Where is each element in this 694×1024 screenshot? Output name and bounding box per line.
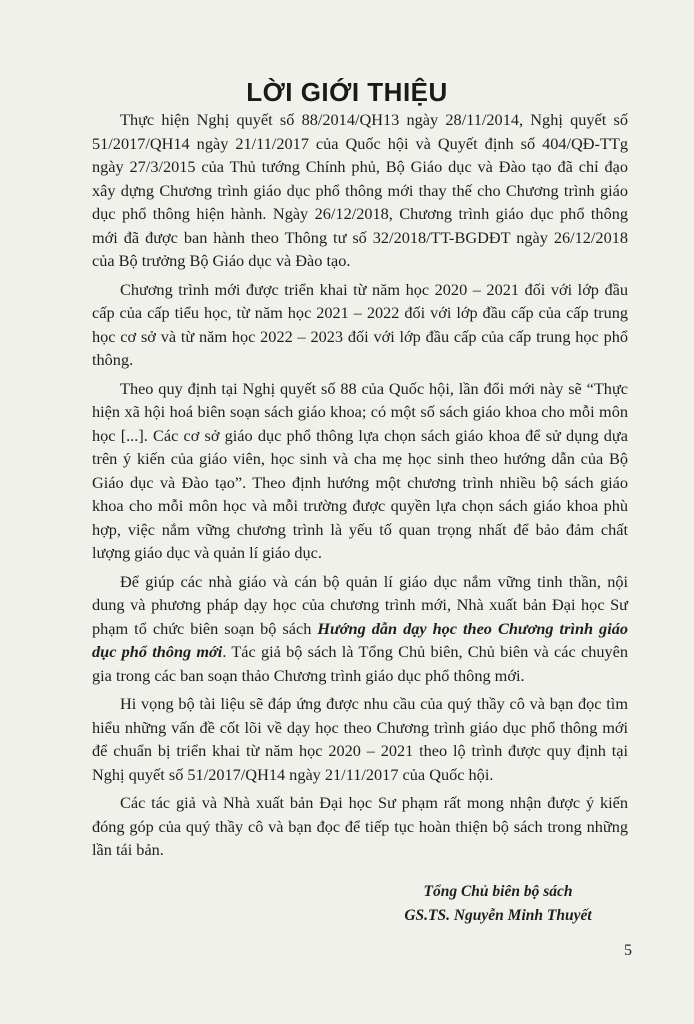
paragraph-3: Theo quy định tại Nghị quyết số 88 của Quốc hội, lần đổi mới này sẽ “Thực hiện xã hội hoá biên soạn sách giáo khoa; có một số sách giáo khoa cho mỗi môn học [...]. Các cơ sở giáo dục phổ thông lựa chọn sách giáo khoa để sử dụng dựa trên ý kiến của giáo viên, học sinh và cha mẹ học sinh theo hướng dẫn của Bộ Giáo dục và Đào tạo”. Theo định hướng một chương trình nhiều bộ sách giáo khoa cho mỗi môn học và mỗi trường được quyền lựa chọn sách giáo khoa phù hợp, việc nắm vững chương trình là yếu tố quan trọng nhất để bảo đảm chất lượng giáo dục và quản lí giáo dục. [92, 378, 628, 562]
book-series-title: Hướng dẫn dạy học theo Chương trình giáo dục phổ thông mới [92, 618, 628, 661]
signature-role: Tổng Chủ biên bộ sách [423, 883, 573, 900]
paragraph-1: Thực hiện Nghị quyết số 88/2014/QH13 ngày 28/11/2014, Nghị quyết số 51/2017/QH14 ngày 21/11/2017 của Quốc hội và Quyết định số 404/QĐ-TTg ngày 27/3/2015 của Thủ tướng Chính phủ, Bộ Giáo dục và Đào tạo đã chỉ đạo xây dựng Chương trình giáo dục phổ thông mới thay thế cho Chương trình giáo dục phổ thông hiện hành. Ngày 26/12/2018, Chương trình giáo dục phổ thông mới đã được ban hành theo Thông tư số 32/2018/TT-BGDĐT ngày 26/12/2018 của Bộ trưởng Bộ Giáo dục và Đào tạo. [92, 110, 628, 270]
paragraph-6: Các tác giả và Nhà xuất bản Đại học Sư phạm rất mong nhận được ý kiến đóng góp của quý thầy cô và bạn đọc để tiếp tục hoàn thiện bộ sách trong những lần tái bản. [92, 793, 628, 859]
paragraph-5: Hi vọng bộ tài liệu sẽ đáp ứng được nhu cầu của quý thầy cô và bạn đọc tìm hiểu những vấn đề cốt lõi về dạy học theo Chương trình giáo dục phổ thông mới để chuẩn bị triển khai từ năm học 2020 – 2021 theo lộ trình được quy định tại Nghị quyết số 51/2017/QH14 ngày 21/11/2017 của Quốc hội. [92, 694, 628, 784]
signature-name: GS.TS. Nguyễn Minh Thuyết [404, 907, 592, 924]
paragraph-2: Chương trình mới được triển khai từ năm học 2020 – 2021 đối với lớp đầu cấp của cấp tiểu học, từ năm học 2021 – 2022 đối với lớp đầu cấp của cấp trung học cơ sở và từ năm học 2022 – 2023 đối với lớp đầu cấp của cấp trung học phổ thông. [92, 279, 628, 369]
page-number: 5 [624, 942, 632, 959]
page-title: LỜI GIỚI THIỆU [246, 77, 448, 108]
body-text [92, 108, 628, 867]
signature-block [368, 880, 628, 928]
paragraph-4 [92, 570, 628, 688]
paragraph-4-after: . Tác giả bộ sách là Tổng Chủ biên, Chủ biên và các chuyên gia trong các ban soạn thảo Chương trình giáo dục phổ thông mới. [92, 642, 628, 685]
paragraph-4-before: Để giúp các nhà giáo và cán bộ quản lí giáo dục nắm vững tinh thần, nội dung và phương pháp dạy học của chương trình mới, Nhà xuất bản Đại học Sư phạm tổ chức biên soạn bộ sách [92, 571, 628, 638]
